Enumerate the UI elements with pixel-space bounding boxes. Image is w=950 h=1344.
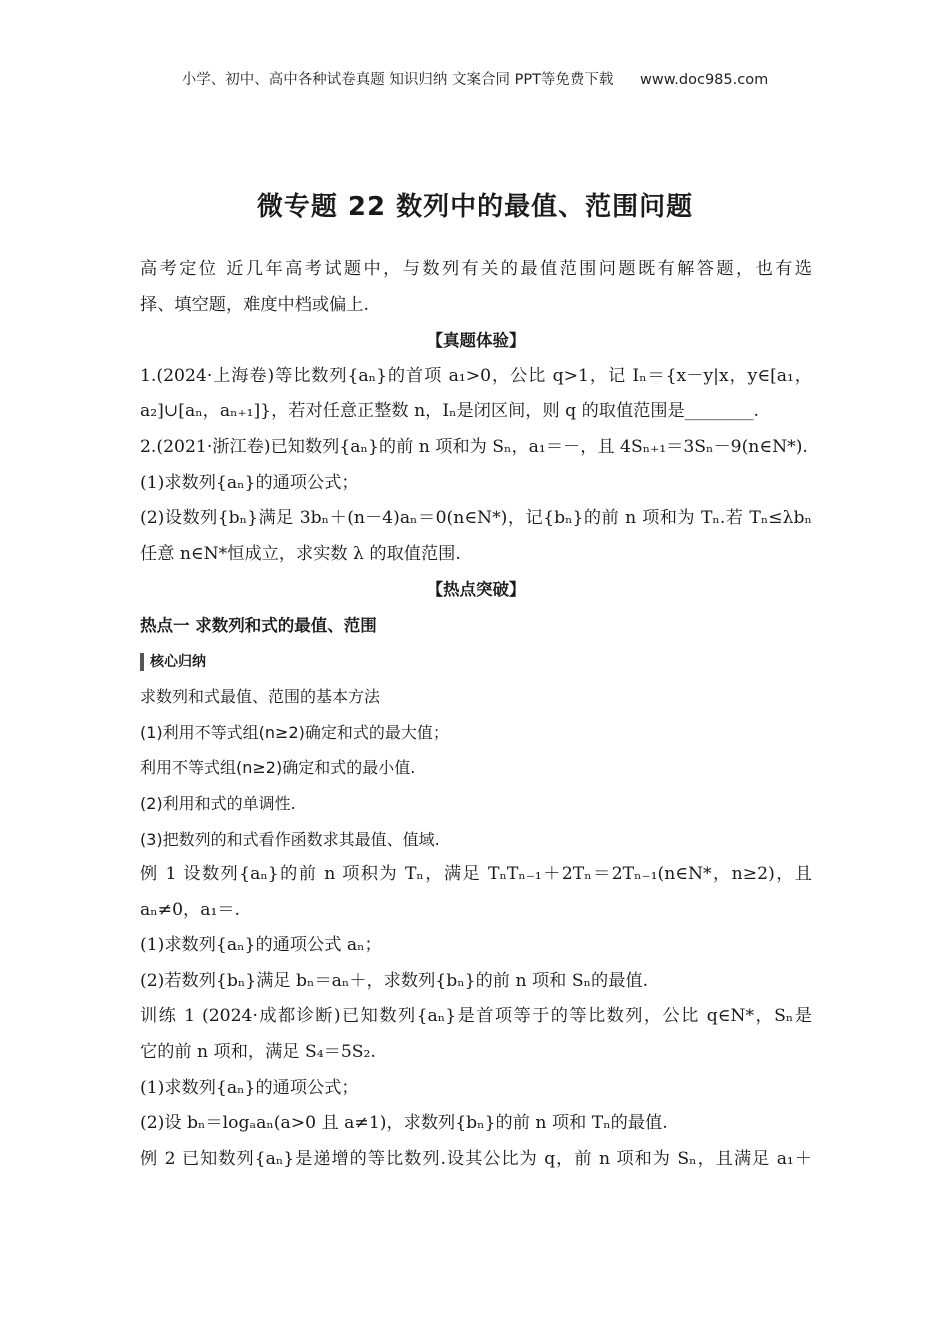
- section-heading: 【热点突破】: [426, 580, 526, 600]
- text-line: (2)利用和式的单调性.: [140, 793, 296, 813]
- text-line: 择、填空题，难度中档或偏上.: [140, 294, 369, 315]
- text-line: a₂]∪[aₙ，aₙ₊₁]}，若对任意正整数 n，Iₙ是闭区间，则 q 的取值范围是________.: [140, 401, 759, 422]
- text-line: (3)把数列的和式看作函数求其最值、值域.: [140, 829, 440, 849]
- text-line: (1)求数列{aₙ}的通项公式；: [140, 1077, 359, 1098]
- text-line: (2)若数列{bₙ}满足 bₙ＝aₙ＋，求数列{bₙ}的前 n 项和 Sₙ的最值.: [140, 970, 649, 991]
- text-line: 例 1 设数列{aₙ}的前 n 项积为 Tₙ，满足 TₙTₙ₋₁＋2Tₙ＝2Tₙ₋₁(n∈N*，n≥2)，且: [140, 864, 812, 885]
- text-line: 求数列和式最值、范围的基本方法: [140, 687, 381, 707]
- text-line: aₙ≠0，a₁＝.: [140, 899, 240, 920]
- tag-line: [140, 644, 812, 680]
- text-line: 1.(2024·上海卷)等比数列{aₙ}的首项 a₁>0，公比 q>1，记 Iₙ＝{x－y|x，y∈[a₁，: [140, 365, 812, 386]
- header-site: www.doc985.com: [640, 72, 769, 88]
- core-summary-tag: 核心归纳: [140, 653, 206, 671]
- text-line: (2)设 bₙ＝logₐaₙ(a>0 且 a≠1)，求数列{bₙ}的前 n 项和 Tₙ的最值.: [140, 1113, 668, 1134]
- text-line: (2)设数列{bₙ}满足 3bₙ＋(n－4)aₙ＝0(n∈N*)，记{bₙ}的前 n 项和为 Tₙ.若 Tₙ≤λbₙ: [140, 508, 812, 529]
- page-header: [0, 68, 950, 89]
- section-heading: 【真题体验】: [426, 331, 526, 351]
- text-line: 例 2 已知数列{aₙ}是递增的等比数列.设其公比为 q，前 n 项和为 Sₙ，且满足 a₁＋: [140, 1148, 812, 1169]
- text-line: (1)利用不等式组(n≥2)确定和式的最大值；: [140, 722, 449, 742]
- text-line: (1)求数列{aₙ}的通项公式；: [140, 472, 359, 493]
- text-line: 利用不等式组(n≥2)确定和式的最小值.: [140, 758, 416, 778]
- text-line: 2.(2021·浙江卷)已知数列{aₙ}的前 n 项和为 Sₙ，a₁＝－，且 4Sₙ₊₁＝3Sₙ－9(n∈N*).: [140, 436, 808, 457]
- text-line: 任意 n∈N*恒成立，求实数 λ 的取值范围.: [140, 543, 461, 564]
- page-title: 微专题 22 数列中的最值、范围问题: [256, 192, 694, 222]
- text-line: 高考定位 近几年高考试题中，与数列有关的最值范围问题既有解答题，也有选: [140, 259, 812, 279]
- document-body: [140, 252, 812, 1177]
- text-line: 它的前 n 项和，满足 S₄＝5S₂.: [140, 1042, 376, 1063]
- text-line: (1)求数列{aₙ}的通项公式 aₙ；: [140, 935, 382, 956]
- header-text: 小学、初中、高中各种试卷真题 知识归纳 文案合同 PPT等免费下载: [181, 72, 614, 88]
- hotspot-heading: 热点一 求数列和式的最值、范围: [140, 615, 377, 635]
- text-line: 训练 1 (2024·成都诊断)已知数列{aₙ}是首项等于的等比数列，公比 q∈N*，Sₙ是: [140, 1006, 812, 1027]
